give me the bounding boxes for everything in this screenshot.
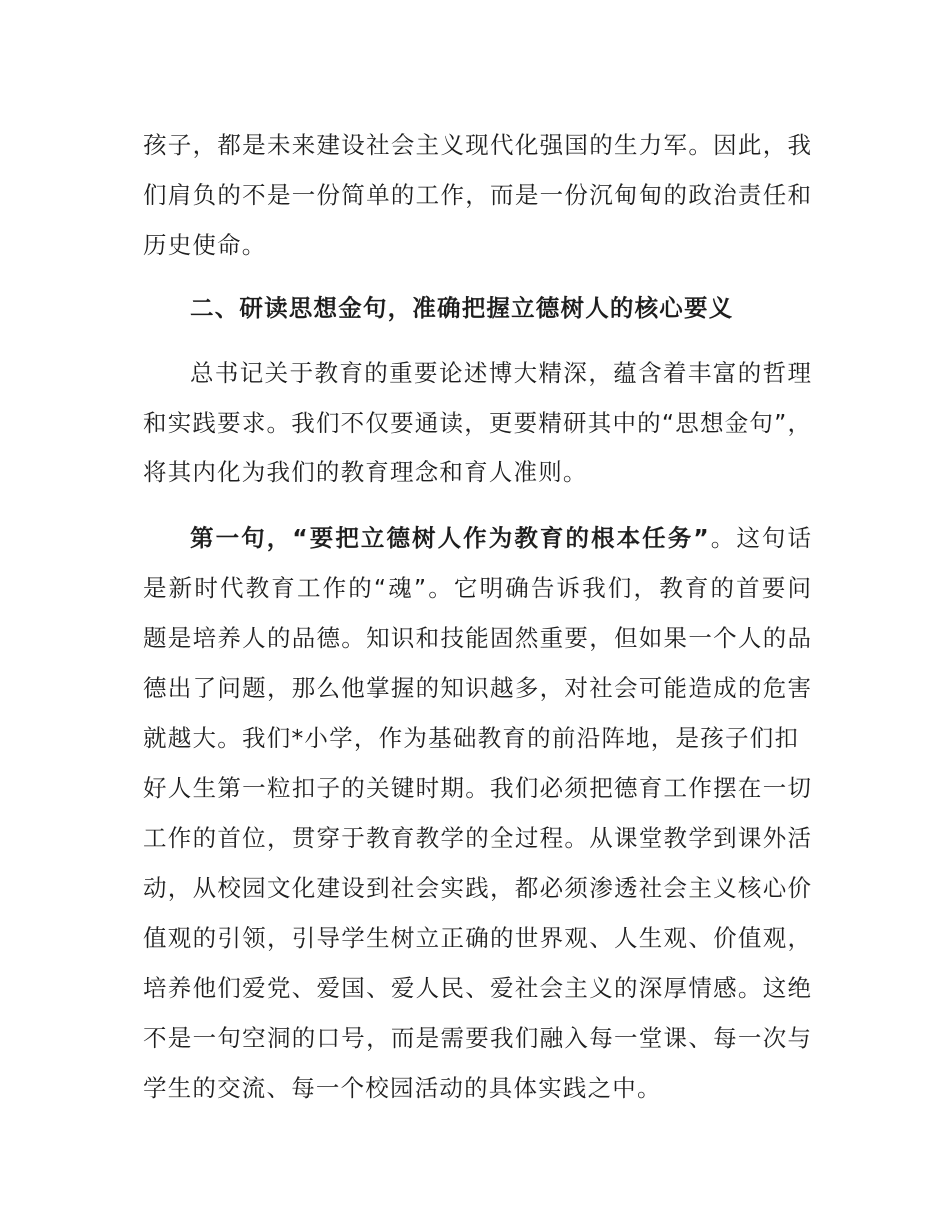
paragraph-line: 动，从校园文化建设到社会实践，都必须渗透社会主义核心价 xyxy=(143,874,811,902)
paragraph-line: 不是一句空洞的口号，而是需要我们融入每一堂课、每一次与 xyxy=(143,1024,811,1052)
paragraph-line: 孩子，都是未来建设社会主义现代化强国的生力军。因此，我 xyxy=(143,131,811,159)
paragraph-line xyxy=(190,523,811,553)
paragraph-line: 德出了问题，那么他掌握的知识越多，对社会可能造成的危害 xyxy=(143,674,811,702)
paragraph-line: 工作的首位，贯穿于教育教学的全过程。从课堂教学到课外活 xyxy=(143,824,811,852)
section-heading: 二、研读思想金句，准确把握立德树人的核心要义 xyxy=(190,294,734,322)
paragraph-line: 总书记关于教育的重要论述博大精深，蕴含着丰富的哲理 xyxy=(190,359,811,387)
paragraph-line: 和实践要求。我们不仅要通读，更要精研其中的“思想金句”， xyxy=(143,409,811,437)
paragraph-line: 题是培养人的品德。知识和技能固然重要，但如果一个人的品 xyxy=(143,624,811,652)
paragraph-line: 历史使命。 xyxy=(143,231,267,259)
paragraph-line: 培养他们爱党、爱国、爱人民、爱社会主义的深厚情感。这绝 xyxy=(143,974,811,1002)
paragraph-line: 们肩负的不是一份简单的工作，而是一份沉甸甸的政治责任和 xyxy=(143,181,811,209)
paragraph-line: 将其内化为我们的教育理念和育人准则。 xyxy=(143,458,588,486)
paragraph-line: 学生的交流、每一个校园活动的具体实践之中。 xyxy=(143,1074,662,1102)
paragraph-line: 好人生第一粒扣子的关键时期。我们必须把德育工作摆在一切 xyxy=(143,774,811,802)
paragraph-line: 是新时代教育工作的“魂”。它明确告诉我们，教育的首要问 xyxy=(143,574,811,602)
paragraph-line: 值观的引领，引导学生树立正确的世界观、人生观、价值观， xyxy=(143,924,811,952)
bold-quote-lead: 第一句，“要把立德树人作为教育的根本任务” xyxy=(190,524,709,552)
first-line-rest: 。这句话 xyxy=(708,524,812,552)
paragraph-line: 就越大。我们*小学，作为基础教育的前沿阵地，是孩子们扣 xyxy=(143,724,798,752)
